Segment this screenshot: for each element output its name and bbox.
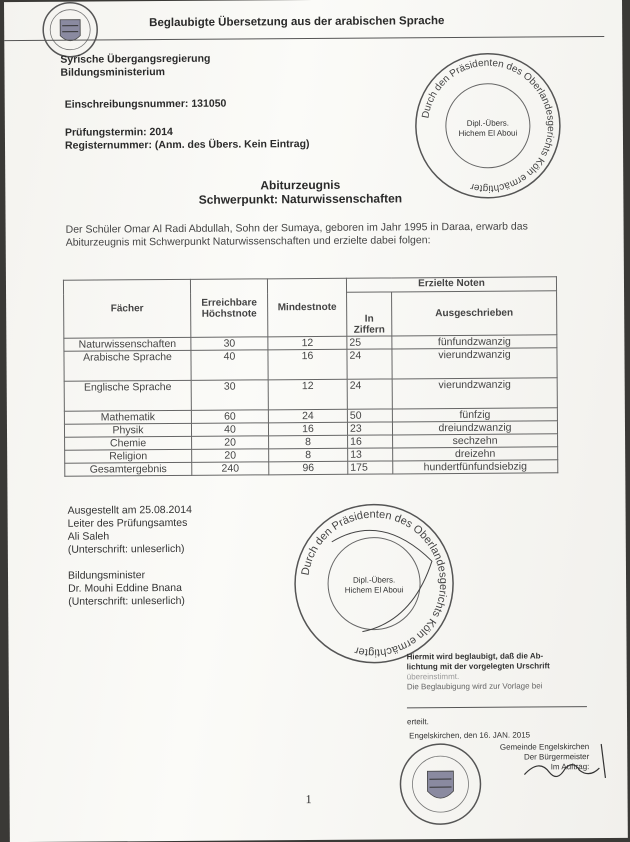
certification-line-4: Die Beglaubigung wird zur Vorlage bei	[406, 681, 543, 692]
cell-subject: Gesamtergebnis	[65, 462, 192, 476]
cell-digits: 25	[347, 336, 392, 349]
cell-words: hundertfünfundsiebzig	[393, 460, 558, 474]
cell-max: 40	[191, 423, 268, 437]
cell-words: dreiundzwanzig	[392, 421, 557, 435]
minister-signature-note: (Unterschrift: unleserlich)	[68, 594, 185, 608]
exam-date: Prüfungstermin: 2014	[64, 125, 173, 139]
seal-center-name: Hichem El Aboui	[458, 128, 518, 138]
certification-rule	[407, 706, 587, 708]
cell-max: 240	[192, 462, 269, 476]
leader-name: Ali Saleh	[67, 530, 110, 543]
cell-subject: Arabische Sprache	[64, 350, 191, 381]
cell-max: 60	[191, 410, 268, 424]
cell-digits: 13	[348, 448, 393, 461]
column-header-digits: In Ziffern	[347, 292, 392, 336]
issued-date: Ausgestellt am 25.08.2014	[67, 503, 192, 517]
certification-line-5: erteilt.	[407, 717, 429, 727]
page-number: 1	[305, 792, 312, 807]
grades-table	[63, 276, 558, 476]
seal-ring-text: Durch den Präsidenten des Oberlandesgerichts Köln ermächtigter	[420, 57, 556, 194]
document-header-title: Beglaubigte Übersetzung aus der arabischen Sprache	[149, 15, 445, 30]
cell-words: sechzehn	[393, 434, 558, 448]
document-title: Abiturzeugnis	[260, 177, 341, 193]
municipality-on-behalf: Im Auftrag:	[550, 762, 590, 772]
municipality-mayor: Der Bürgermeister	[523, 752, 590, 762]
minister-title: Bildungsminister	[67, 569, 146, 582]
cell-min: 24	[268, 409, 347, 423]
cell-subject: Chemie	[65, 436, 192, 450]
cell-subject: Mathematik	[64, 410, 191, 424]
cell-min: 8	[269, 448, 348, 462]
cell-max: 40	[191, 350, 268, 381]
cell-digits: 50	[347, 409, 392, 422]
column-header-achieved: Erzielte Noten	[346, 277, 556, 292]
cell-max: 30	[191, 380, 268, 411]
cell-min: 12	[268, 379, 347, 410]
seal-ring-text: Durch den Präsidenten des Oberlandesgerichts Köln ermächtigter	[299, 508, 450, 659]
column-header-words: Ausgeschrieben	[392, 291, 557, 336]
cell-digits: 23	[347, 422, 392, 435]
authority-line-1: Syrische Übergangsregierung	[60, 52, 211, 66]
intro-paragraph: Der Schüler Omar Al Radi Abdullah, Sohn der Sumaya, geboren im Jahr 1995 in Daraa, erwarb das Abiturzeugnis mit Schwerpunkt Naturwissenschaften und erzielte dabei folgen:	[65, 220, 528, 249]
table-row	[64, 378, 557, 411]
cell-max: 20	[192, 436, 269, 450]
cell-words: fünfzig	[392, 408, 557, 422]
cell-min: 12	[268, 336, 347, 350]
column-header-min: Mindestnote	[267, 278, 346, 337]
certification-line-1: Hiermit wird beglaubigt, daß die Ab-	[406, 651, 544, 662]
cell-words: vierundzwanzig	[392, 348, 557, 379]
cell-min: 96	[269, 461, 348, 475]
cell-min: 16	[268, 349, 347, 380]
cell-subject: Englische Sprache	[64, 380, 191, 411]
table-row	[64, 348, 557, 381]
footer-signatures	[68, 504, 193, 609]
certification-line-2: lichtung mit der vorgelegten Urschrift	[406, 661, 550, 672]
cell-words: vierundzwanzig	[392, 378, 557, 409]
cell-subject: Naturwissenschaften	[64, 337, 191, 351]
minister-name: Dr. Mouhi Eddine Bnana	[68, 581, 182, 595]
certification-block	[407, 651, 577, 692]
cell-digits: 16	[348, 435, 393, 448]
municipal-seal-icon	[397, 741, 484, 828]
enrollment-number: Einschreibungsnummer: 131050	[64, 97, 227, 111]
cell-min: 8	[269, 435, 348, 449]
cell-max: 20	[192, 449, 269, 463]
leader-title: Leiter des Prüfungsamtes	[67, 516, 188, 530]
authority-line-2: Bildungsministerium	[60, 66, 165, 79]
cell-max: 30	[191, 337, 268, 351]
cell-words: fünfundzwanzig	[392, 335, 557, 349]
cell-subject: Religion	[65, 449, 192, 463]
register-number: Registernummer: (Anm. des Übers. Kein Eintrag)	[64, 138, 310, 152]
seal-center-title: Dipl.-Übers.	[352, 575, 396, 585]
cell-subject: Physik	[64, 423, 191, 437]
municipality-name: Gemeinde Engelskirchen	[499, 742, 590, 752]
seal-center-name: Hichem El Aboui	[344, 585, 404, 595]
document-page	[4, 0, 628, 842]
certification-date: Engelskirchen, den 16. JAN. 2015	[409, 730, 531, 741]
handwritten-signature-icon	[519, 738, 614, 784]
document-subtitle: Schwerpunkt: Naturwissenschaften	[198, 191, 403, 207]
seal-center-title: Dipl.-Übers.	[466, 118, 510, 128]
cell-digits: 24	[347, 349, 392, 379]
leader-signature-note: (Unterschrift: unleserlich)	[67, 542, 185, 556]
municipal-seal-icon	[40, 0, 100, 60]
translator-seal-middle	[292, 501, 457, 666]
table-row-total	[65, 460, 558, 476]
column-header-subjects: Fächer	[63, 279, 190, 338]
cell-min: 16	[268, 422, 347, 436]
cell-digits: 175	[348, 461, 393, 474]
column-header-max: Erreichbare Höchstnote	[190, 279, 267, 338]
cell-digits: 24	[347, 379, 392, 409]
cell-words: dreizehn	[393, 447, 558, 461]
certification-line-3: übereinstimmt.	[406, 671, 460, 682]
